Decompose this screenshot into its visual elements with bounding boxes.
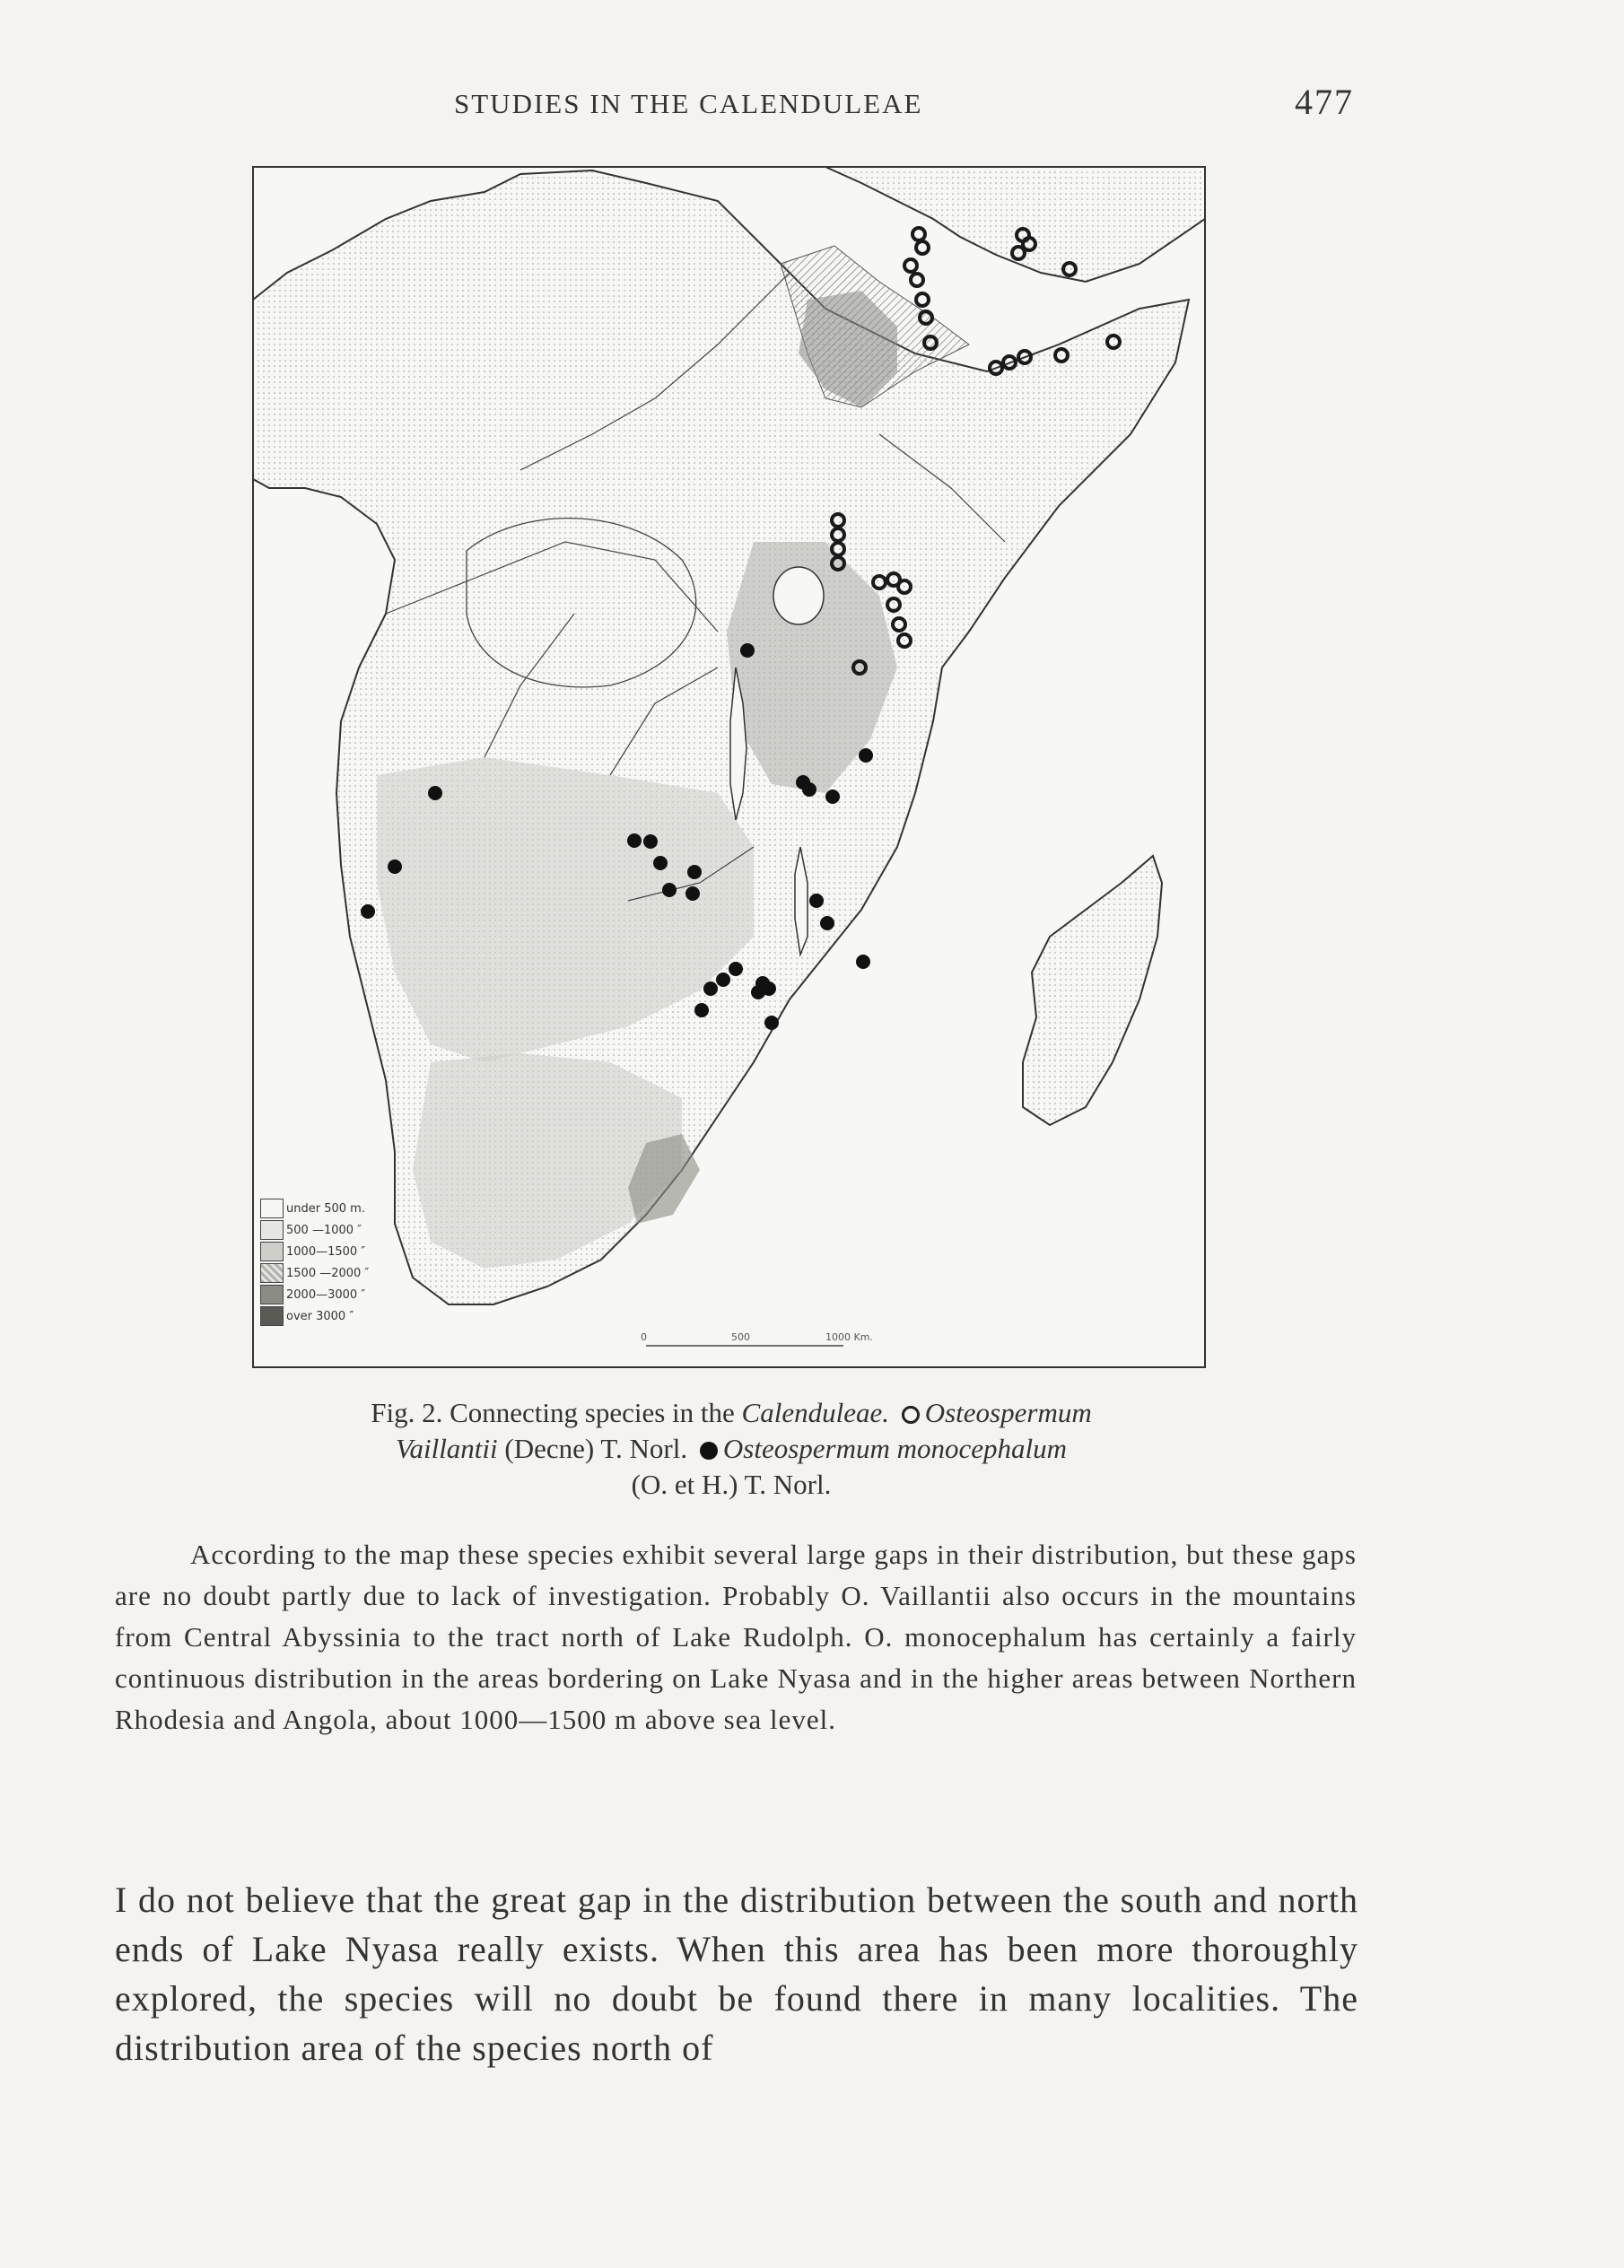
legend-swatch <box>260 1199 284 1218</box>
elevation-legend <box>260 1198 369 1327</box>
legend-swatch <box>260 1306 284 1326</box>
monocephalum-point <box>685 886 700 901</box>
monocephalum-point <box>856 955 870 969</box>
legend-swatch <box>260 1263 284 1283</box>
monocephalum-point <box>859 748 873 763</box>
page-number: 477 <box>1295 82 1354 122</box>
monocephalum-point <box>820 916 834 930</box>
monocephalum-point <box>627 833 642 848</box>
caption-species-1: Osteospermum <box>924 1397 1092 1428</box>
monocephalum-point <box>662 883 677 897</box>
legend-row <box>260 1241 369 1262</box>
monocephalum-point <box>762 981 776 996</box>
monocephalum-point <box>388 859 402 874</box>
monocephalum-point <box>825 789 840 804</box>
monocephalum-point <box>361 904 375 919</box>
caption-fig-number: Fig. 2. <box>371 1397 443 1428</box>
legend-row <box>260 1262 369 1284</box>
scale-label-1000: 1000 Km. <box>825 1331 873 1343</box>
caption-species-1b: Vaillantii <box>395 1433 498 1464</box>
monocephalum-point <box>740 643 755 658</box>
legend-row <box>260 1284 369 1305</box>
legend-label: under 500 m. <box>286 1201 365 1216</box>
caption-author-1: (Decne) T. Norl. <box>497 1433 694 1464</box>
legend-label: 2000—3000 ″ <box>286 1287 366 1302</box>
africa-relief-map <box>251 165 1207 1369</box>
caption-genus: Calenduleae. <box>741 1397 889 1428</box>
monocephalum-point <box>802 782 816 797</box>
legend-label: over 3000 ″ <box>286 1309 354 1323</box>
scale-label-0: 0 <box>641 1331 647 1343</box>
monocephalum-point <box>703 981 718 996</box>
lake-victoria <box>773 567 824 624</box>
legend-row <box>260 1198 369 1219</box>
distribution-map <box>251 165 1207 1369</box>
legend-label: 1500 —2000 ″ <box>286 1266 370 1280</box>
open-circle-symbol <box>902 1406 920 1424</box>
legend-swatch <box>260 1242 284 1261</box>
monocephalum-point <box>643 834 658 849</box>
caption-text: Connecting species in the <box>442 1397 742 1428</box>
filled-dot-symbol <box>700 1442 718 1460</box>
figure-caption <box>251 1395 1211 1503</box>
monocephalum-point <box>653 856 668 870</box>
monocephalum-point <box>694 1003 709 1017</box>
body-paragraph-small: According to the map these species exhibit several large gaps in their distribution, but these gaps are no doubt partly due to lack of investigation. Probably O. Vaillantii also occurs in the mountains from Central Abyssinia to the tract north of Lake Rudolph. O. monocephalum has certainly a fairly continuous distribution in the areas bordering on Lake Nyasa and in the higher areas between Northern Rhodesia and Angola, about 1000—1500 m above sea level. <box>115 1539 1357 1735</box>
running-head: STUDIES IN THE CALENDULEAE <box>454 88 923 119</box>
body-paragraph-large: I do not believe that the great gap in the distribution between the south and north ends of Lake Nyasa really exists. When this area has been more thoroughly explored, the species will no doubt be found there in many localities. The distribution area of the species north of <box>115 1880 1358 2068</box>
caption-author-2: (O. et H.) T. Norl. <box>631 1469 832 1500</box>
legend-label: 1000—1500 ″ <box>286 1244 366 1259</box>
caption-species-2: Osteospermum monocephalum <box>722 1433 1068 1464</box>
legend-label: 500 —1000 ″ <box>286 1223 362 1237</box>
monocephalum-point <box>764 1016 779 1030</box>
legend-row <box>260 1305 369 1327</box>
monocephalum-point <box>428 786 442 800</box>
monocephalum-point <box>716 973 730 987</box>
monocephalum-point <box>687 865 702 879</box>
scale-label-500: 500 <box>731 1331 750 1343</box>
legend-swatch <box>260 1220 284 1240</box>
legend-swatch <box>260 1285 284 1304</box>
legend-row <box>260 1219 369 1241</box>
monocephalum-point <box>729 962 743 976</box>
monocephalum-point <box>809 894 824 908</box>
